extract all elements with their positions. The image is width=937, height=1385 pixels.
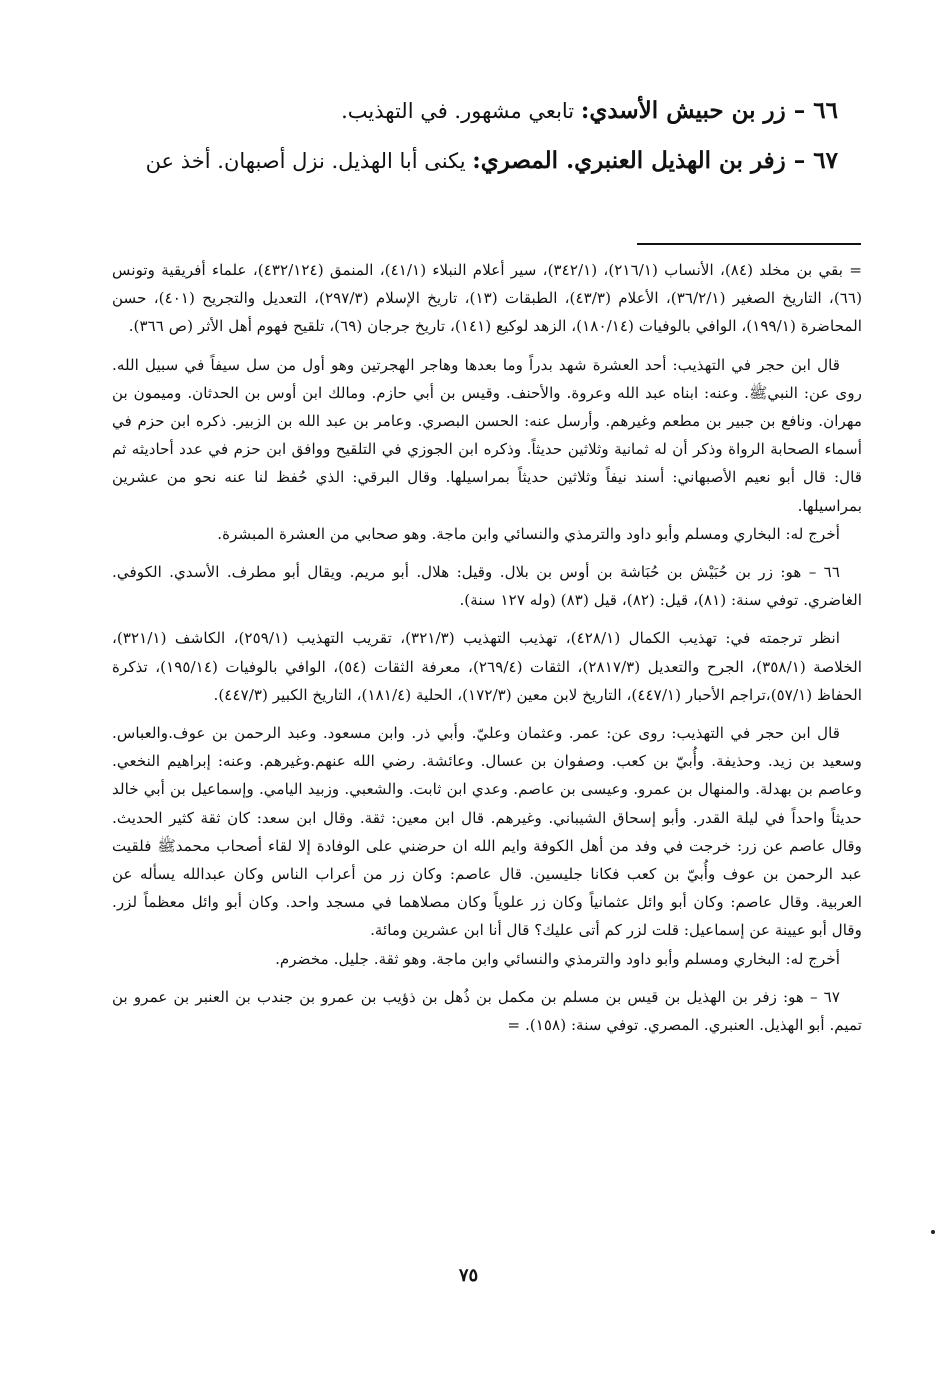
footnote-continuation: = بقي بن مخلد (٨٤)، الأنساب (٢١٦/١)، (٣٤٢/١)، سير أعلام النبلاء (٤١/١)، المنمق (٤٣٢/١٢٤)، علماء أفريقية وتونس (٦٦)، التاريخ الصغير (٣٦/٢/١)، الأعلام (٤٣/٣)، الطبقات (١٣)، تاريخ الإسلام (٢٩٧/٣)، التعديل والتجريح (٤٠١)، حسن المحاضرة (١٩٩/١)، الوافي بالوفيات (١٨٠/١٤)، الزهد لوكيع (١٤١)، تاريخ جرجان (٦٩)، تلقيح فهوم أهل الأثر (ص ٣٦٦). — [112, 261, 863, 336]
footnote-paragraph: قال ابن حجر في التهذيب: روى عن: عمر. وعثمان وعليّ. وأبي ذر. وابن مسعود. وعبد الرحمن بن عوف.والعباس. وسعيد بن زيد. وحذيفة. وأُبيّ بن كعب. وصفوان بن عسال. وعائشة. رضي الله عنهم.وغيرهم. وعنه: إبراهيم النخعي. وعاصم بن بهدلة. والمنهال بن عمرو. وعيسى بن عاصم. وعدي ابن ثابت. والشعبي. وزبيد اليامي. وإسماعيل بن أبي خالد حديثاً واحداً في ليلة القدر. وأبو إسحاق الشيباني. وغيرهم. قال ابن معين: ثقة. وقال ابن سعد: كان ثقة كثير الحديث. وقال عاصم عن زر: خرجت في وفد من أهل الكوفة وايم الله ان حرضني على الوفادة إلا لقاء أصحاب محمدﷺ فلقيت عبد الرحمن بن عوف وأُبيّ بن كعب فكانا جليسين. قال عاصم: وكان زر من أعراب الناس وكان عبدالله يسأله عن العربية. وقال عاصم: وكان أبو وائل عثمانياً وكان زر علوياً وكان مصلاهما في مسجد واحد. وكان أبو وائل معظماً لزر. وقال أبو عيينة عن إسماعيل: قلت لزر كم أتى عليك؟ قال أنا ابن عشرين ومائة. — [112, 724, 862, 940]
scan-speck — [931, 1230, 935, 1234]
footnote-paragraph: ٦٦ – هو: زر بن حُبَيْش بن حُبَاشة بن أوس بن بلال. وقيل: هلال. أبو مريم. ويقال أبو مطرف. الأسدي. الكوفي. الغاضري. توفي سنة: (٨١)، قيل: (٨٢)، قيل (٨٣) (وله ١٢٧ سنة). — [112, 563, 862, 610]
entry-text: يكنى أبا الهذيل. نزل أصبهان. أخذ عن — [145, 149, 473, 173]
footnote-paragraph: قال ابن حجر في التهذيب: أحد العشرة شهد بدراً وما بعدها وهاجر الهجرتين وهو أول من سل سيفاً في سبيل الله. روى عن: النبيﷺ. وعنه: ابناه عبد الله وعروة. والأحنف. وقيس بن أبي حازم. ومالك ابن أوس بن الحدثان. وميمون بن مهران. ونافع بن جبير بن مطعم وغيرهم. وأرسل عنه: الحسن البصري. وعامر بن عبد الله بن الزبير. ذكره ابن حزم في أسماء الصحابة الرواة وذكر أن له ثمانية وثلاثين حديثاً. وذكره ابن الجوزي في التلقيح ووافق ابن حزم في عدد أحاديثه ثم قال: قال أبو نعيم الأصبهاني: أسند نيفاً وثلاثين حديثاً بمراسيلها. وقال البرقي: الذي حُفظ لنا عنه نحو من عشرين بمراسيلها. — [112, 355, 862, 515]
entry-text: تابعي مشهور. في التهذيب. — [341, 99, 581, 123]
entry-heading: ٦٧ – زفر بن الهذيل العنبري. المصري: — [472, 147, 838, 174]
footnote-paragraph: انظر ترجمته في: تهذيب الكمال (٤٢٨/١)، تهذيب التهذيب (٣٢١/٣)، تقريب التهذيب (٢٥٩/١)، الكاشف (٣٢١/١)، الخلاصة (٣٥٨/١)، الجرح والتعديل (٢٨١٧/٣)، الثقات (٢٦٩/٤)، معرفة الثقات (٥٤)، الوافي بالوفيات (١٩٥/١٤)، تذكرة الحفاظ (٥٧/١)،تراجم الأحبار (٤٤٧/١)، التاريخ لابن معين (١٧٢/٣)، الحلية (١٨١/٤)، التاريخ الكبير (٤٤٧/٣). — [112, 629, 863, 704]
footnote-separator — [637, 243, 861, 245]
main-entry-67 — [108, 136, 838, 186]
main-entry-66 — [108, 86, 838, 136]
footnotes — [112, 256, 862, 1039]
footnote-paragraph: ٦٧ – هو: زفر بن الهذيل بن قيس بن مسلم بن مكمل بن ذُهل بن ذؤيب بن عمرو بن جندب بن العنبر بن عمرو بن تميم. أبو الهذيل. العنبري. المصري. توفي سنة: (١٥٨). = — [112, 987, 862, 1035]
footnote-paragraph: أخرج له: البخاري ومسلم وأبو داود والترمذي والنسائي وابن ماجة. وهو ثقة. جليل. مخضرم. — [275, 949, 840, 968]
page-number: ٧٥ — [458, 1265, 479, 1286]
footnote-paragraph: أخرج له: البخاري ومسلم وأبو داود والترمذي والنسائي وابن ماجة. وهو صحابي من العشرة المبشرة. — [217, 524, 840, 543]
main-text — [108, 86, 838, 186]
entry-heading: ٦٦ – زر بن حبيش الأسدي: — [580, 97, 838, 124]
